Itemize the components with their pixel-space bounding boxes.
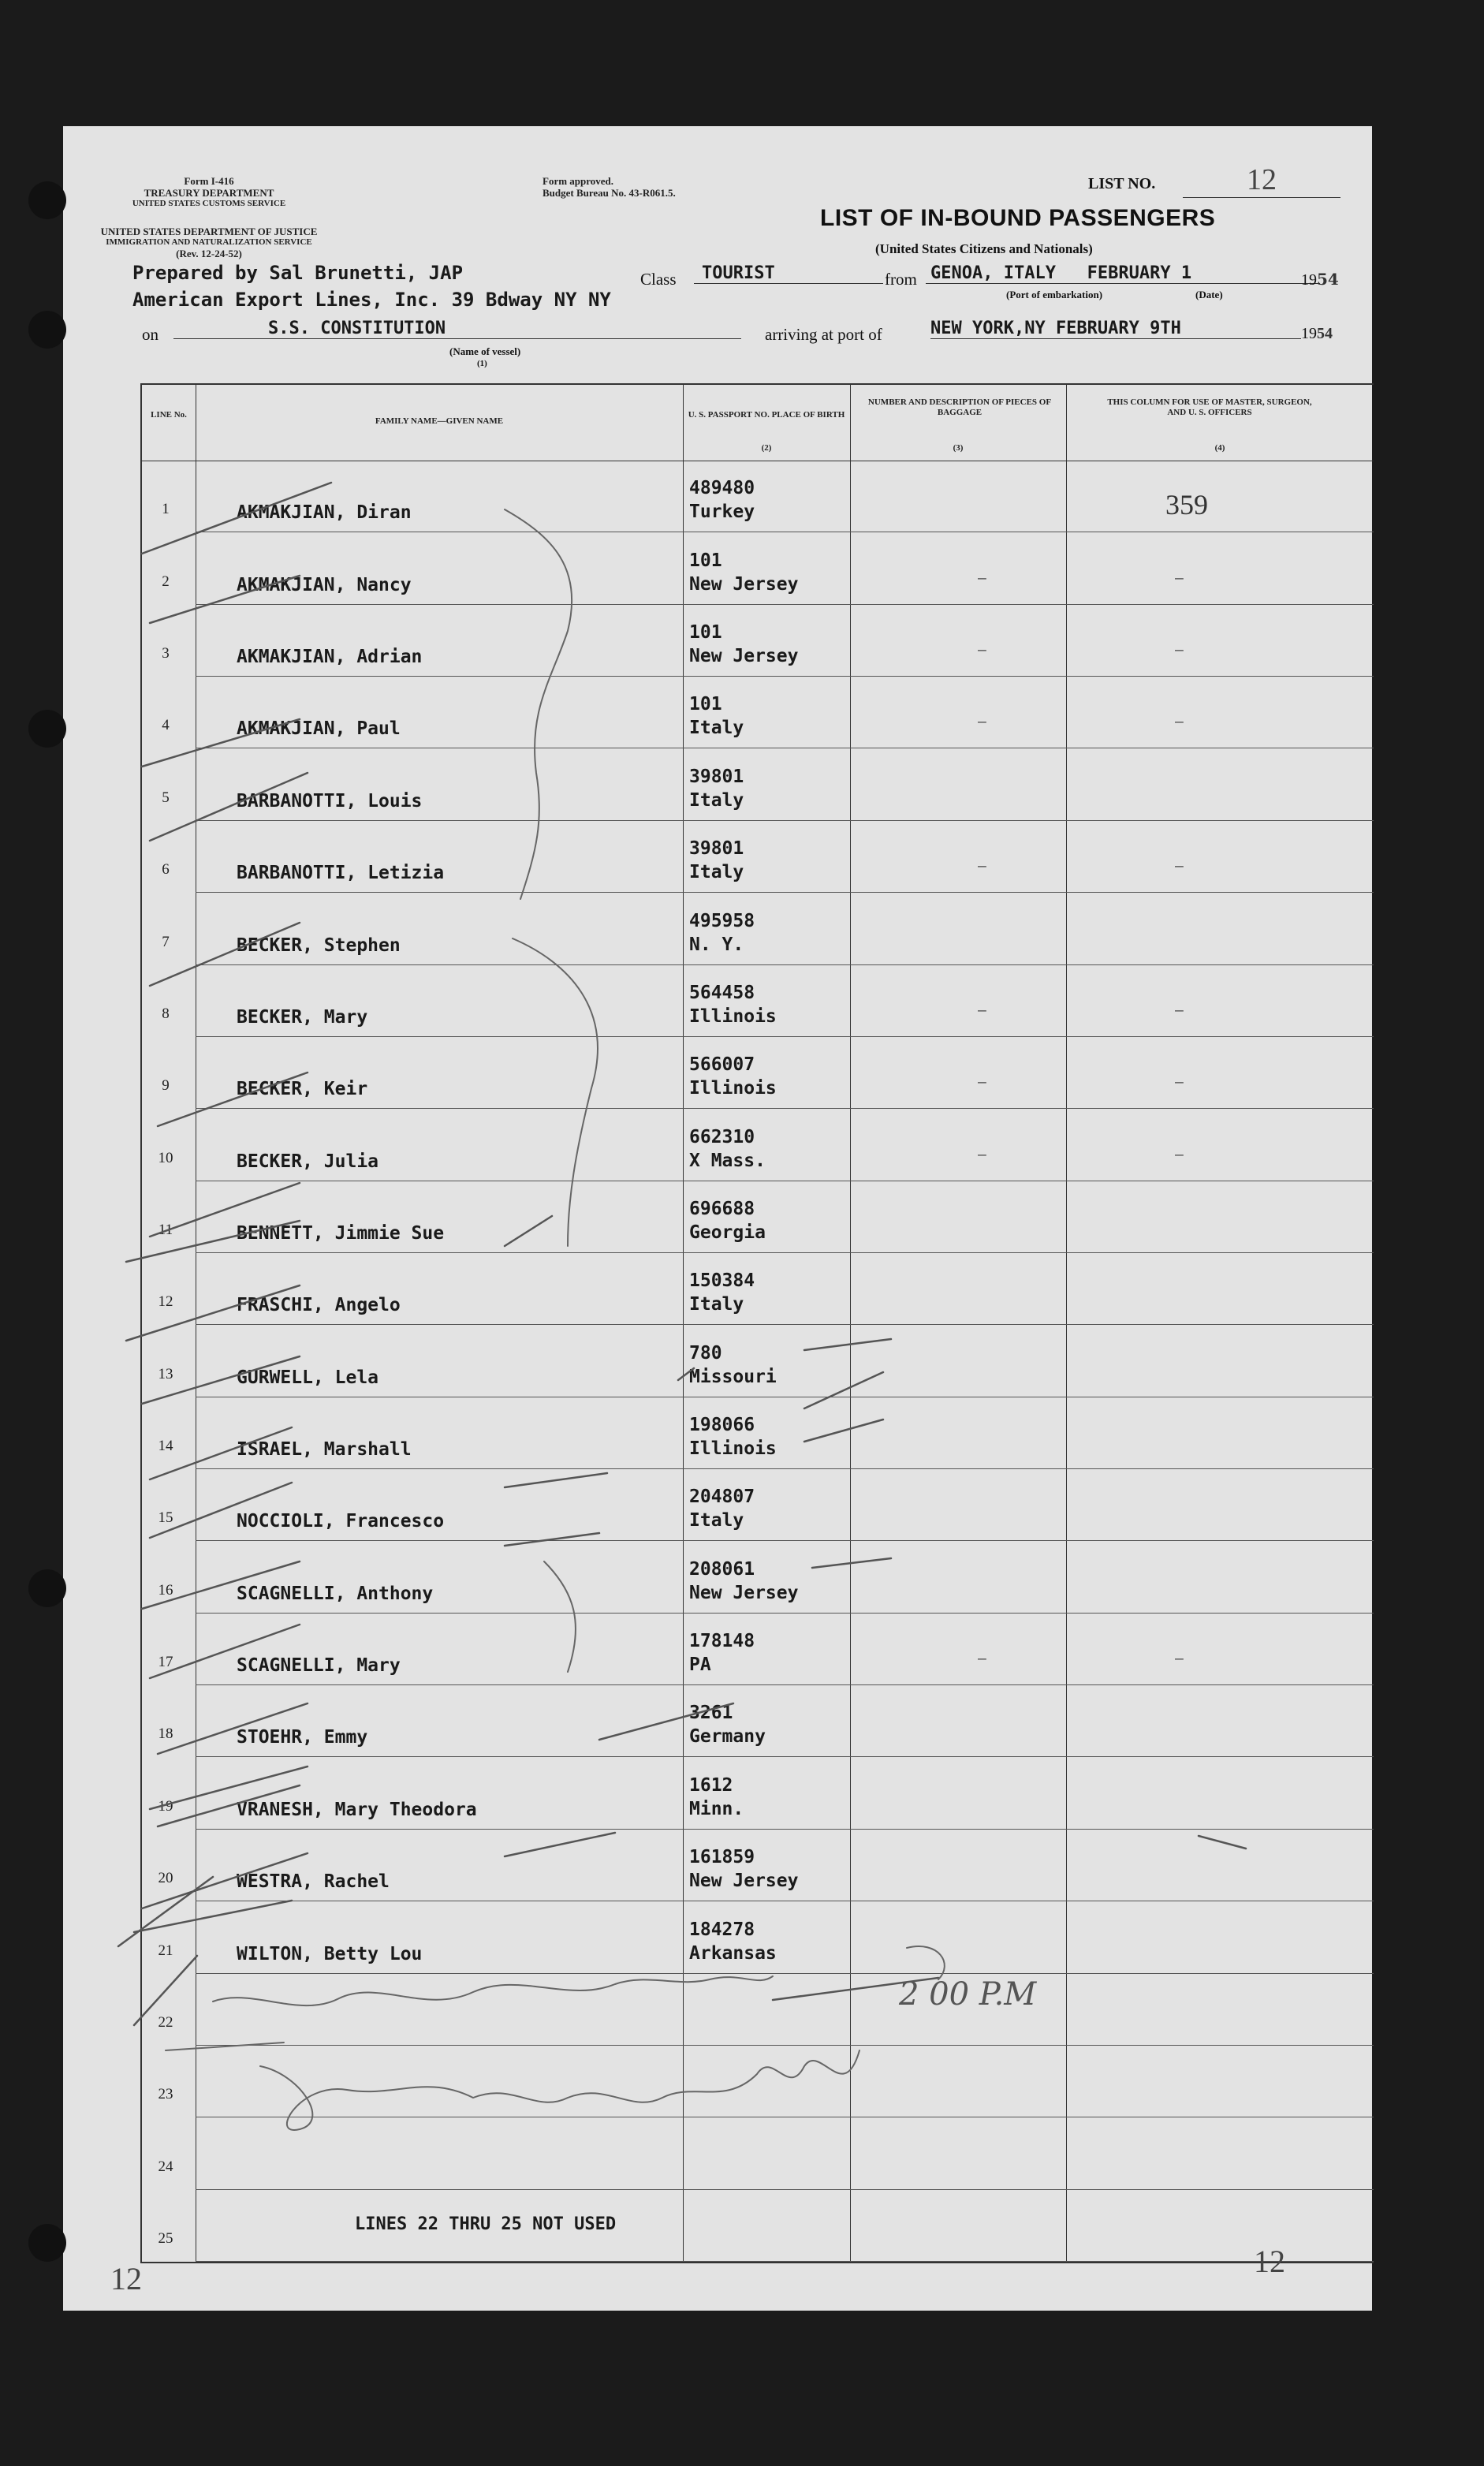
passport-number: 1612 xyxy=(689,1774,733,1796)
port-caption: (Port of embarkation) xyxy=(1006,289,1103,300)
vessel-name: S.S. CONSTITUTION xyxy=(173,319,741,339)
passport-number: 150384 xyxy=(689,1270,755,1292)
passenger-name: WILTON, Betty Lou xyxy=(237,1943,423,1964)
line-number: 20 xyxy=(158,1870,173,1887)
place-of-birth: Illinois xyxy=(689,1005,777,1027)
passport-number: 101 xyxy=(689,694,722,715)
passport-number: 564458 xyxy=(689,982,755,1003)
passenger-name: BECKER, Keir xyxy=(237,1079,368,1100)
passenger-name: BECKER, Mary xyxy=(237,1006,368,1028)
passenger-name: BARBANOTTI, Letizia xyxy=(237,863,445,884)
from-label: from xyxy=(885,270,917,289)
col-line-header: LINE No. xyxy=(151,410,187,420)
passport-number: 198066 xyxy=(689,1415,755,1436)
col-officers-number: (4) xyxy=(1214,443,1225,453)
passport-number: 161859 xyxy=(689,1847,755,1868)
passenger-name: BECKER, Julia xyxy=(237,1151,379,1172)
passport-number: 204807 xyxy=(689,1487,755,1508)
handwritten-time: 2 00 P.M xyxy=(899,1976,1037,2013)
line-number: 13 xyxy=(158,1365,173,1382)
shipping-line: American Export Lines, Inc. 39 Bdway NY NY xyxy=(132,289,611,311)
line-number: 25 xyxy=(158,2229,173,2247)
punch-hole xyxy=(28,2224,66,2262)
baggage-mark: – xyxy=(978,1074,986,1091)
passport-number: 489480 xyxy=(689,478,755,499)
punch-hole xyxy=(28,181,66,219)
vessel-col-number: (1) xyxy=(477,359,487,368)
passenger-name: GURWELL, Lela xyxy=(237,1367,379,1388)
passport-number: 101 xyxy=(689,622,722,644)
form-revision: (Rev. 12-24-52) xyxy=(176,248,242,259)
manifest-sheet xyxy=(63,126,1372,2311)
place-of-birth: New Jersey xyxy=(689,646,799,667)
place-of-birth: Arkansas xyxy=(689,1942,777,1964)
place-of-birth: PA xyxy=(689,1655,711,1676)
year-prefix: 19 xyxy=(1301,325,1317,342)
passenger-name: WESTRA, Rachel xyxy=(237,1871,390,1893)
punch-hole xyxy=(28,311,66,349)
place-of-birth: New Jersey xyxy=(689,573,799,595)
col-passport-number: (2) xyxy=(761,443,772,453)
class-label: Class xyxy=(640,270,677,289)
line-number: 18 xyxy=(158,1725,173,1743)
passenger-name: AKMAKJIAN, Adrian xyxy=(237,647,423,668)
year-prefix: 19 xyxy=(1301,271,1317,289)
passenger-name: BECKER, Stephen xyxy=(237,935,401,956)
passport-number: 780 xyxy=(689,1342,722,1364)
passport-number: 566007 xyxy=(689,1054,755,1076)
list-no-label: LIST NO. xyxy=(1088,175,1156,192)
baggage-mark: – xyxy=(978,642,986,659)
line-number: 6 xyxy=(162,861,170,879)
place-of-birth: N. Y. xyxy=(689,934,744,955)
line-number: 11 xyxy=(158,1221,173,1238)
lines-not-used-note: LINES 22 THRU 25 NOT USED xyxy=(355,2214,617,2234)
passenger-name: STOEHR, Emmy xyxy=(237,1727,368,1748)
baggage-mark: – xyxy=(978,1146,986,1163)
passport-number: 39801 xyxy=(689,766,744,787)
baggage-mark: – xyxy=(978,569,986,587)
passenger-name: NOCCIOLI, Francesco xyxy=(237,1511,445,1532)
passenger-name: AKMAKJIAN, Diran xyxy=(237,502,412,524)
line-number: 21 xyxy=(158,1942,173,1959)
officer-note: – xyxy=(1175,714,1184,731)
officer-note: – xyxy=(1175,1002,1184,1019)
place-of-birth: Germany xyxy=(689,1726,766,1748)
col-passport-header: U. S. PASSPORT NO. PLACE OF BIRTH xyxy=(688,410,845,420)
line-number: 24 xyxy=(158,2158,173,2175)
from-value: GENOA, ITALY FEBRUARY 1 xyxy=(926,263,1320,284)
baggage-mark: – xyxy=(978,1002,986,1019)
passport-number: 208061 xyxy=(689,1558,755,1580)
place-of-birth: Italy xyxy=(689,718,744,739)
passenger-name: AKMAKJIAN, Paul xyxy=(237,718,401,740)
passport-number: 178148 xyxy=(689,1631,755,1652)
passport-number: 662310 xyxy=(689,1126,755,1147)
passenger-name: SCAGNELLI, Mary xyxy=(237,1655,401,1677)
passenger-name: SCAGNELLI, Anthony xyxy=(237,1583,434,1604)
form-approved: Form approved. xyxy=(543,175,614,187)
place-of-birth: Georgia xyxy=(689,1222,766,1243)
dept-treasury: TREASURY DEPARTMENT xyxy=(144,187,274,199)
pencil-marks xyxy=(63,126,1372,2311)
arriving-value: NEW YORK,NY FEBRUARY 9TH xyxy=(930,319,1301,339)
place-of-birth: New Jersey xyxy=(689,1871,799,1892)
line-number: 5 xyxy=(162,789,170,806)
dept-justice: UNITED STATES DEPARTMENT OF JUSTICE xyxy=(100,226,318,237)
passenger-name: VRANESH, Mary Theodora xyxy=(237,1799,477,1820)
place-of-birth: Illinois xyxy=(689,1078,777,1099)
line-number: 9 xyxy=(162,1077,170,1095)
place-of-birth: Italy xyxy=(689,1510,744,1531)
col-baggage-number: (3) xyxy=(953,443,964,453)
place-of-birth: Italy xyxy=(689,789,744,811)
budget-bureau: Budget Bureau No. 43-R061.5. xyxy=(543,187,676,199)
line-number: 1 xyxy=(162,501,170,518)
form-title: LIST OF IN-BOUND PASSENGERS xyxy=(820,205,1216,231)
date-caption: (Date) xyxy=(1195,289,1223,300)
place-of-birth: X Mass. xyxy=(689,1150,766,1171)
col-officers-header: THIS COLUMN FOR USE OF MASTER, SURGEON, AND U. S. OFFICERS xyxy=(1107,397,1312,417)
list-no-value: 12 xyxy=(1183,162,1340,198)
officer-note: – xyxy=(1175,569,1184,587)
passenger-name: FRASCHI, Angelo xyxy=(237,1295,401,1316)
line-number: 16 xyxy=(158,1581,173,1599)
page-number-left: 12 xyxy=(110,2261,142,2296)
line-number: 2 xyxy=(162,573,170,590)
passport-number: 696688 xyxy=(689,1198,755,1219)
officer-note: 359 xyxy=(1165,489,1208,521)
place-of-birth: Missouri xyxy=(689,1366,777,1387)
officer-note: – xyxy=(1175,1651,1184,1668)
line-number: 12 xyxy=(158,1293,173,1311)
place-of-birth: Illinois xyxy=(689,1438,777,1460)
line-number: 10 xyxy=(158,1149,173,1166)
dept-immigration: IMMIGRATION AND NATURALIZATION SERVICE xyxy=(106,237,312,247)
place-of-birth: Minn. xyxy=(689,1798,744,1819)
dept-customs: UNITED STATES CUSTOMS SERVICE xyxy=(132,199,286,208)
passport-number: 101 xyxy=(689,550,722,571)
passenger-name: BENNETT, Jimmie Sue xyxy=(237,1222,445,1244)
line-number: 8 xyxy=(162,1005,170,1022)
line-number: 3 xyxy=(162,645,170,662)
place-of-birth: New Jersey xyxy=(689,1582,799,1603)
passenger-name: BARBANOTTI, Louis xyxy=(237,790,423,811)
year-suffix: 54 xyxy=(1317,270,1339,289)
col-name-header: FAMILY NAME—GIVEN NAME xyxy=(375,416,504,426)
arriving-label: arriving at port of xyxy=(765,325,882,344)
officer-note: – xyxy=(1175,1074,1184,1091)
class-value: TOURIST xyxy=(694,263,883,284)
prepared-by: Prepared by Sal Brunetti, JAP xyxy=(132,262,464,284)
passport-number: 495958 xyxy=(689,910,755,931)
line-number: 4 xyxy=(162,717,170,734)
line-number: 7 xyxy=(162,933,170,950)
punch-hole xyxy=(28,1569,66,1607)
col-baggage-header: NUMBER AND DESCRIPTION OF PIECES OF BAGGAGE xyxy=(867,397,1052,417)
punch-hole xyxy=(28,710,66,748)
place-of-birth: Italy xyxy=(689,862,744,883)
line-number: 15 xyxy=(158,1509,173,1527)
passport-number: 3261 xyxy=(689,1703,733,1724)
officer-note: – xyxy=(1175,858,1184,875)
baggage-mark: – xyxy=(978,1651,986,1668)
passenger-name: AKMAKJIAN, Nancy xyxy=(237,574,412,595)
passport-number: 184278 xyxy=(689,1919,755,1940)
year-suffix: 54 xyxy=(1317,325,1333,342)
baggage-mark: – xyxy=(978,714,986,731)
line-number: 23 xyxy=(158,2086,173,2103)
baggage-mark: – xyxy=(978,858,986,875)
line-number: 17 xyxy=(158,1654,173,1671)
officer-note: – xyxy=(1175,1146,1184,1163)
form-subtitle: (United States Citizens and Nationals) xyxy=(875,241,1093,256)
passenger-name: ISRAEL, Marshall xyxy=(237,1439,412,1461)
page-number-right: 12 xyxy=(1254,2244,1285,2279)
form-id: Form I-416 xyxy=(184,175,234,187)
on-label: on xyxy=(142,325,158,344)
line-number: 19 xyxy=(158,1797,173,1815)
place-of-birth: Turkey xyxy=(689,502,755,523)
line-number: 14 xyxy=(158,1438,173,1455)
place-of-birth: Italy xyxy=(689,1294,744,1315)
passport-number: 39801 xyxy=(689,838,744,860)
line-number: 22 xyxy=(158,2013,173,2031)
vessel-caption: (Name of vessel) xyxy=(449,345,521,357)
officer-note: – xyxy=(1175,642,1184,659)
